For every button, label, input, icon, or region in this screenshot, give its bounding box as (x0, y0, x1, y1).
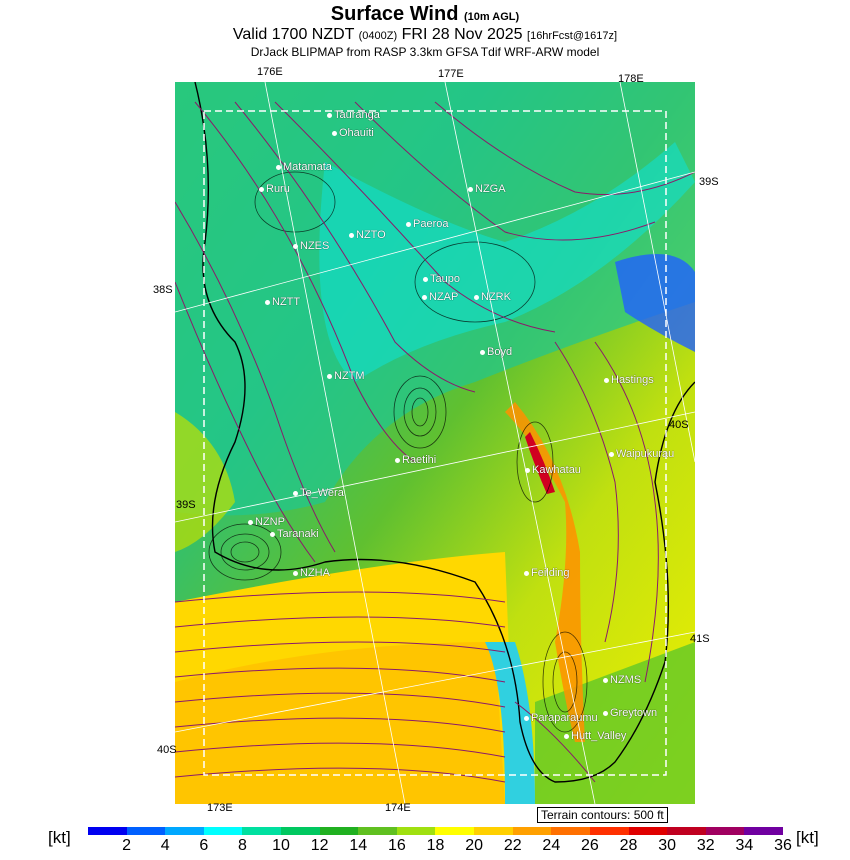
axis-label-left-38s: 38S (153, 284, 173, 296)
place-marker: Hutt_Valley (564, 730, 626, 742)
place-marker: NZTM (327, 370, 365, 382)
colorbar-tick-label: 4 (160, 837, 170, 854)
axis-label-right-40s: 40S (669, 419, 689, 431)
colorbar-tick-label: 28 (619, 837, 638, 854)
place-marker: Matamata (276, 161, 332, 173)
colorbar-swatch (513, 827, 552, 835)
colorbar-swatch (397, 827, 436, 835)
place-marker: Feilding (524, 567, 570, 579)
colorbar-swatch (88, 827, 127, 835)
axis-label-top-176e: 176E (257, 66, 283, 78)
colorbar-swatch (165, 827, 204, 835)
colorbar-swatch (281, 827, 320, 835)
place-marker: Waipukurau (609, 448, 674, 460)
colorbar-tick-label: 16 (387, 837, 406, 854)
colorbar-tick-label: 26 (581, 837, 599, 854)
colorbar-swatch (127, 827, 166, 835)
place-marker: Taupo (423, 273, 460, 285)
place-marker: NZMS (603, 674, 641, 686)
axis-label-left-40s: 40S (157, 744, 177, 756)
colorbar-swatch (204, 827, 243, 835)
place-marker: NZES (293, 240, 329, 252)
place-marker: Raetihi (395, 454, 436, 466)
place-marker: Tauranga (327, 109, 380, 121)
axis-label-bottom-173e: 173E (207, 802, 233, 814)
colorbar-swatch (667, 827, 706, 835)
colorbar-swatch (242, 827, 281, 835)
place-marker: Ruru (259, 183, 290, 195)
axis-label-right-41s: 41S (690, 633, 710, 645)
colorbar-tick-label: 32 (696, 837, 715, 854)
place-marker: NZTO (349, 229, 386, 241)
colorbar-swatch (590, 827, 629, 835)
axis-label-left-39s: 39S (176, 499, 196, 511)
colorbar-tick-label: 10 (272, 837, 290, 854)
colorbar-tick-label: 34 (735, 837, 754, 854)
colorbar-tick-label: 36 (774, 837, 792, 854)
colorbar-unit-right: [kt] (796, 828, 819, 847)
place-marker: NZRK (474, 291, 511, 303)
place-marker: NZTT (265, 296, 300, 308)
colorbar-tick-label: 18 (426, 837, 445, 854)
colorbar-swatch (474, 827, 513, 835)
colorbar-swatch (435, 827, 474, 835)
place-marker: Boyd (480, 346, 512, 358)
colorbar-tick-label: 12 (310, 837, 329, 854)
valid-time: Valid 1700 NZDT (0400Z) FRI 28 Nov 2025 [16hrFcst@1617z] (232, 26, 618, 43)
colorbar-tick-label: 22 (503, 837, 522, 854)
colorbar-swatch (706, 827, 745, 835)
place-marker: Ohauiti (332, 127, 374, 139)
place-marker: Te_Wera (293, 487, 344, 499)
place-marker: Taranaki (270, 528, 319, 540)
place-marker: Kawhatau (525, 464, 581, 476)
colorbar (88, 827, 783, 835)
colorbar-tick-label: 8 (237, 837, 247, 854)
terrain-contour-note: Terrain contours: 500 ft (537, 807, 668, 823)
place-marker: Greytown (603, 707, 657, 719)
colorbar-tick-label: 30 (658, 837, 677, 854)
axis-label-right-39s: 39S (699, 176, 719, 188)
colorbar-tick-label: 6 (199, 837, 209, 854)
colorbar-tick-label: 14 (349, 837, 368, 854)
axis-label-bottom-174e: 174E (385, 802, 411, 814)
colorbar-swatch (744, 827, 783, 835)
place-marker: NZHA (293, 567, 330, 579)
place-marker: NZAP (422, 291, 458, 303)
wind-map (175, 82, 695, 804)
map-title: Surface Wind (10m AGL) (330, 3, 520, 25)
axis-label-top-177e: 177E (438, 68, 464, 80)
colorbar-tick-label: 2 (122, 837, 132, 854)
place-marker: Hastings (604, 374, 654, 386)
colorbar-swatch (358, 827, 397, 835)
colorbar-tick-label: 20 (465, 837, 483, 854)
colorbar-swatch (629, 827, 668, 835)
axis-label-top-178e: 178E (618, 73, 644, 85)
place-marker: Paraparaumu (524, 712, 598, 724)
colorbar-swatch (320, 827, 359, 835)
colorbar-unit-left: [kt] (48, 828, 71, 847)
colorbar-swatch (551, 827, 590, 835)
colorbar-tick-label: 24 (542, 837, 561, 854)
place-marker: NZGA (468, 183, 506, 195)
place-marker: Paeroa (406, 218, 448, 230)
model-description: DrJack BLIPMAP from RASP 3.3km GFSA Tdif WRF-ARW model (250, 45, 600, 59)
place-marker: NZNP (248, 516, 285, 528)
